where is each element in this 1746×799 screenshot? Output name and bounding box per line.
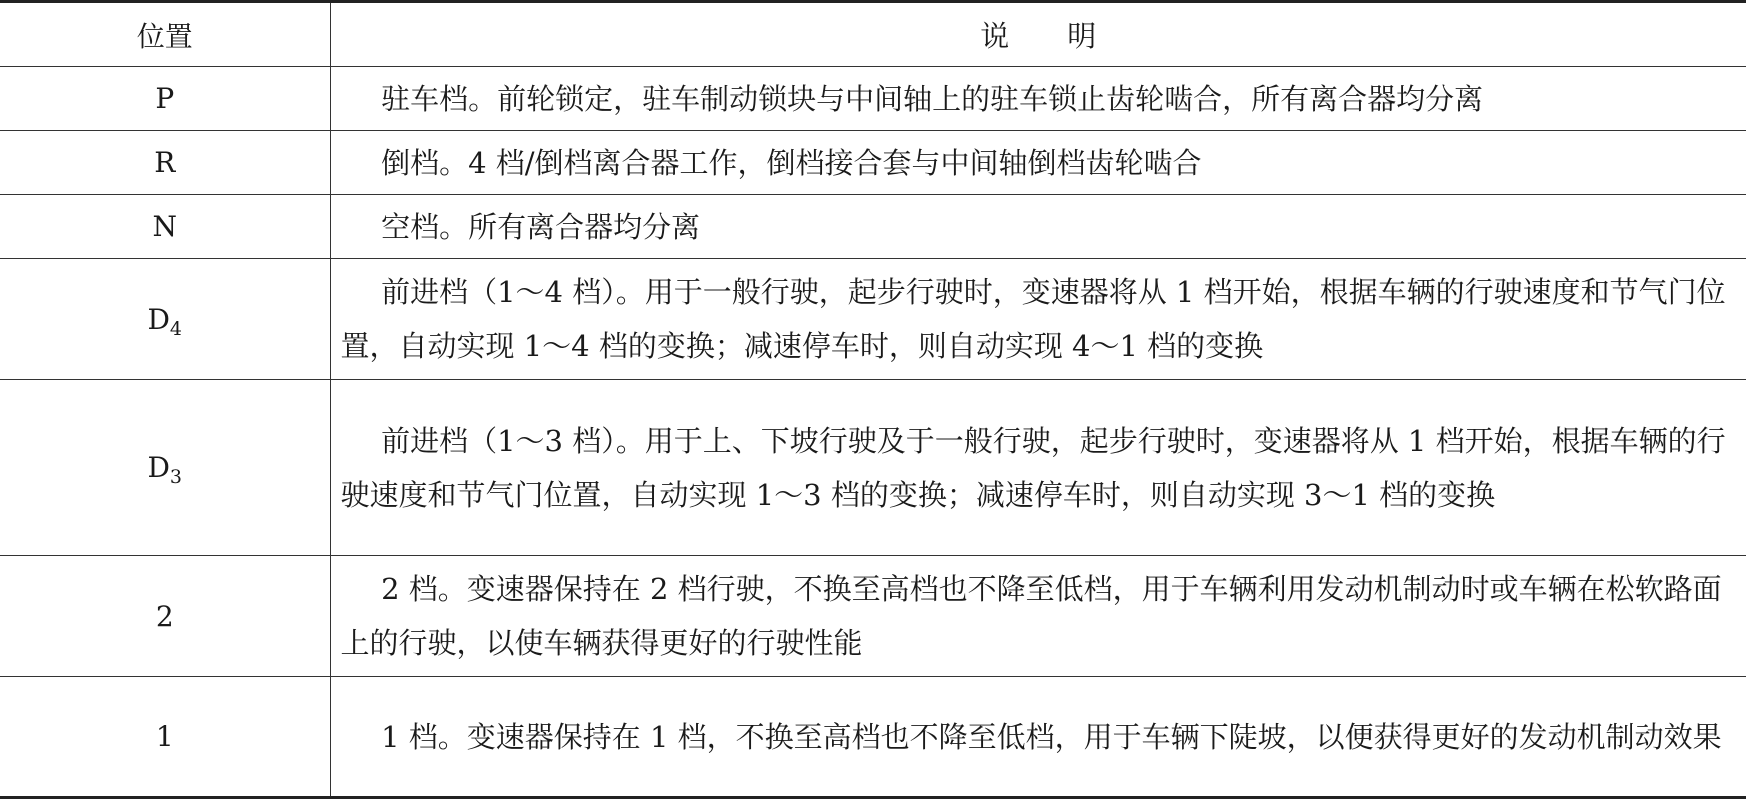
table-row-d3	[0, 380, 1746, 556]
position-cell-1	[0, 677, 330, 798]
position-label: D	[147, 451, 170, 485]
position-cell-d3	[0, 380, 330, 556]
position-cell-d4	[0, 259, 330, 380]
table-row-n	[0, 195, 1746, 259]
table-row-1	[0, 677, 1746, 798]
description-cell-p: 驻车档。前轮锁定，驻车制动锁块与中间轴上的驻车锁止齿轮啮合，所有离合器均分离	[330, 67, 1746, 131]
column-header-position: 位置	[0, 2, 330, 67]
position-label: D	[147, 302, 170, 336]
position-subscript: 4	[169, 317, 183, 340]
position-cell-2	[0, 556, 330, 677]
position-label: 2	[155, 599, 174, 633]
table-row-d4	[0, 259, 1746, 380]
position-cell-r	[0, 131, 330, 195]
position-label: P	[155, 82, 175, 116]
position-label: 1	[155, 720, 174, 754]
description-cell-1: 1 档。变速器保持在 1 档，不换至高档也不降至低档，用于车辆下陡坡，以便获得更好的发动机制动效果	[330, 677, 1746, 798]
description-cell-d3: 前进档（1～3 档）。用于上、下坡行驶及于一般行驶，起步行驶时，变速器将从 1 档开始，根据车辆的行驶速度和节气门位置，自动实现 1～3 档的变换；减速停车时，则自动实现 3～1 档的变换	[330, 380, 1746, 556]
table-row-p	[0, 67, 1746, 131]
position-label: N	[152, 210, 177, 244]
description-cell-d4: 前进档（1～4 档）。用于一般行驶，起步行驶时，变速器将从 1 档开始，根据车辆的行驶速度和节气门位置，自动实现 1～4 档的变换；减速停车时，则自动实现 4～1 档的变换	[330, 259, 1746, 380]
position-cell-p	[0, 67, 330, 131]
description-cell-r: 倒档。4 档/倒档离合器工作，倒档接合套与中间轴倒档齿轮啮合	[330, 131, 1746, 195]
column-header-description: 说 明	[330, 2, 1746, 67]
description-cell-n: 空档。所有离合器均分离	[330, 195, 1746, 259]
position-label: R	[154, 146, 176, 180]
position-subscript: 3	[169, 466, 183, 489]
table-header-row	[0, 2, 1746, 67]
position-cell-n	[0, 195, 330, 259]
description-cell-2: 2 档。变速器保持在 2 档行驶，不换至高档也不降至低档，用于车辆利用发动机制动时或车辆在松软路面上的行驶，以使车辆获得更好的行驶性能	[330, 556, 1746, 677]
table-row-r	[0, 131, 1746, 195]
table-row-2	[0, 556, 1746, 677]
